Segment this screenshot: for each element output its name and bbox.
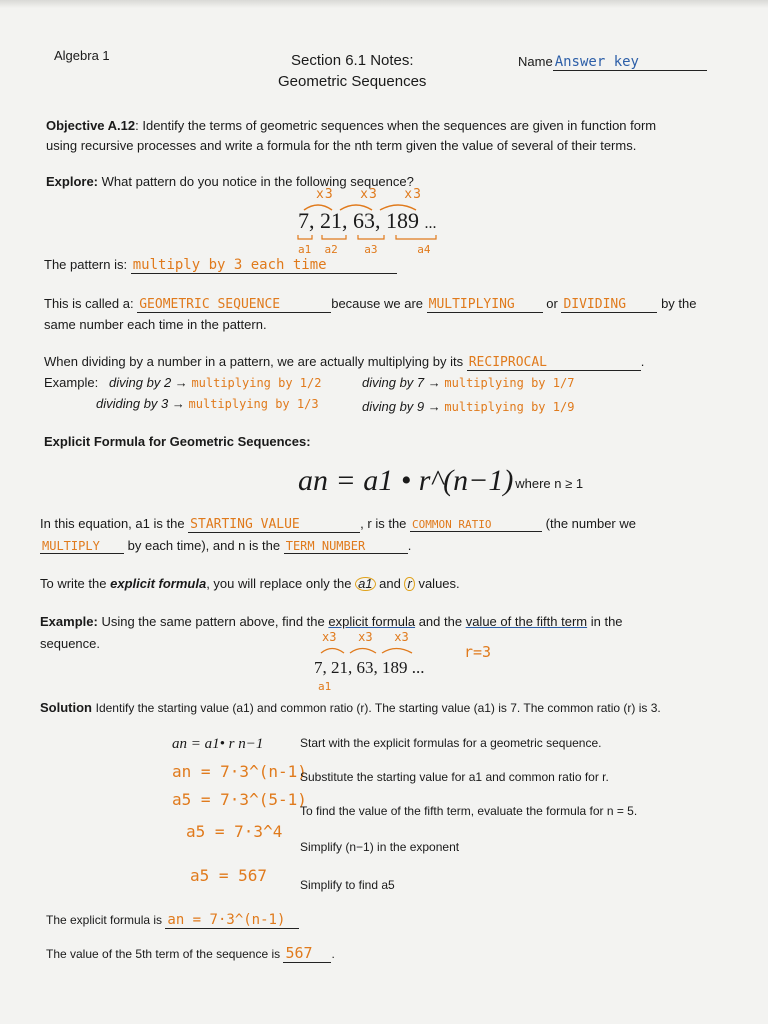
objective-line-1: Objective A.12: Identify the terms of geometric sequences when the sequences are given in function form xyxy=(46,118,657,133)
explore-sequence: 7, 21, 63, 189 ... xyxy=(298,208,437,233)
course-label: Algebra 1 xyxy=(54,48,110,63)
pattern-answer: multiply by 3 each time xyxy=(131,257,397,274)
objective-line-2: using recursive processes and write a formula for the nth term given the value of several of their terms. xyxy=(46,138,637,153)
equation-line-1: In this equation, a1 is the STARTING VALUE , r is the COMMON RATIO (the number we xyxy=(40,516,636,532)
called-answer-1: GEOMETRIC SEQUENCE xyxy=(137,297,331,313)
final-value-answer: 567 xyxy=(283,944,331,963)
solution-line: Solution Identify the starting value (a1) and common ratio (r). The starting value (a1) is 7. The common ratio (r) is 3. xyxy=(40,700,661,715)
explain-step-3: To find the value of the fifth term, evaluate the formula for n = 5. xyxy=(300,804,638,818)
explain-step-5: Simplify to find a5 xyxy=(300,878,395,892)
example-ratio-arcs xyxy=(318,642,428,656)
pattern-label: The pattern is: xyxy=(44,257,128,272)
name-value: Answer key xyxy=(553,54,707,71)
a1-circled: a1 xyxy=(355,577,375,591)
term-number-answer: TERM NUMBER xyxy=(284,539,408,554)
example-line-1: Example: Using the same pattern above, find the explicit formula and the value of the fifth term in the xyxy=(40,614,623,629)
term-labels: a1 a2 a3 a4 xyxy=(298,243,431,256)
final-formula-line: The explicit formula is an = 7·3^(n-1) xyxy=(46,912,299,929)
work-step-2: an = 7·3^(n-1) xyxy=(172,762,307,781)
pattern-line xyxy=(44,257,397,274)
dividing-line: When dividing by a number in a pattern, we are actually multiplying by its RECIPROCAL . xyxy=(44,354,645,370)
final-formula-answer: an = 7·3^(n-1) xyxy=(165,912,299,929)
example-a1-label: a1 xyxy=(318,680,332,693)
page-subtitle: Geometric Sequences xyxy=(278,73,427,90)
explicit-formula: an = a1 • r^(n−1) xyxy=(298,464,514,497)
called-line: This is called a: GEOMETRIC SEQUENCE because we are MULTIPLYING or DIVIDING by the xyxy=(44,296,697,312)
work-step-1: an = a1• r n−1 xyxy=(172,736,264,752)
reciprocal-answer: RECIPROCAL xyxy=(467,355,641,371)
section-title: Section 6.1 Notes: xyxy=(291,52,414,69)
example-row-2: diving by 7 → multiplying by 1/7 xyxy=(362,375,575,390)
work-step-4: a5 = 7·3^4 xyxy=(186,822,283,841)
term-brackets xyxy=(296,233,446,243)
page-edge xyxy=(0,0,768,8)
called-answer-3: DIVIDING xyxy=(561,297,657,313)
explore-label: Explore: xyxy=(46,174,99,189)
explain-step-4: Simplify (n−1) in the exponent xyxy=(300,840,460,854)
explore-question: What pattern do you notice in the following sequence? xyxy=(101,174,414,189)
equation-line-2: MULTIPLY by each time), and n is the TERM NUMBER . xyxy=(42,538,412,553)
explicit-heading: Explicit Formula for Geometric Sequences: xyxy=(44,434,311,449)
example-line-2: sequence. xyxy=(40,636,100,651)
example-row-1: Example: diving by 2 → multiplying by 1/2 xyxy=(44,375,322,390)
example-sequence: 7, 21, 63, 189 ... xyxy=(314,658,425,677)
name-field xyxy=(518,54,707,71)
formula-condition: , where n ≥ 1 xyxy=(508,476,584,491)
example-row-4: diving by 9 → multiplying by 1/9 xyxy=(362,399,575,414)
r-circled: r xyxy=(404,577,414,591)
write-line: To write the explicit formula, you will replace only the a1 and r values. xyxy=(40,576,460,591)
example-ratios: x3 x3 x3 xyxy=(322,630,409,644)
work-step-5: a5 = 567 xyxy=(190,866,268,885)
common-ratio-answer: COMMON RATIO xyxy=(410,518,542,532)
explore-ratios: x3 x3 x3 xyxy=(316,187,422,202)
called-answer-2: MULTIPLYING xyxy=(427,297,543,313)
name-label: Name xyxy=(518,54,553,69)
r-note: r=3 xyxy=(464,643,492,661)
called-line-2: same number each time in the pattern. xyxy=(44,317,267,332)
explain-step-1: Start with the explicit formulas for a geometric sequence. xyxy=(300,736,602,750)
objective-label: Objective A.12 xyxy=(46,118,136,133)
multiply-answer: MULTIPLY xyxy=(40,539,124,554)
explain-step-2: Substitute the starting value for a1 and common ratio for r. xyxy=(300,770,609,784)
starting-value-answer: STARTING VALUE xyxy=(188,517,360,533)
example-row-3: dividing by 3 → multiplying by 1/3 xyxy=(96,396,319,411)
final-value-line: The value of the 5th term of the sequence is 567 . xyxy=(46,944,335,962)
work-step-3: a5 = 7·3^(5-1) xyxy=(172,790,307,809)
